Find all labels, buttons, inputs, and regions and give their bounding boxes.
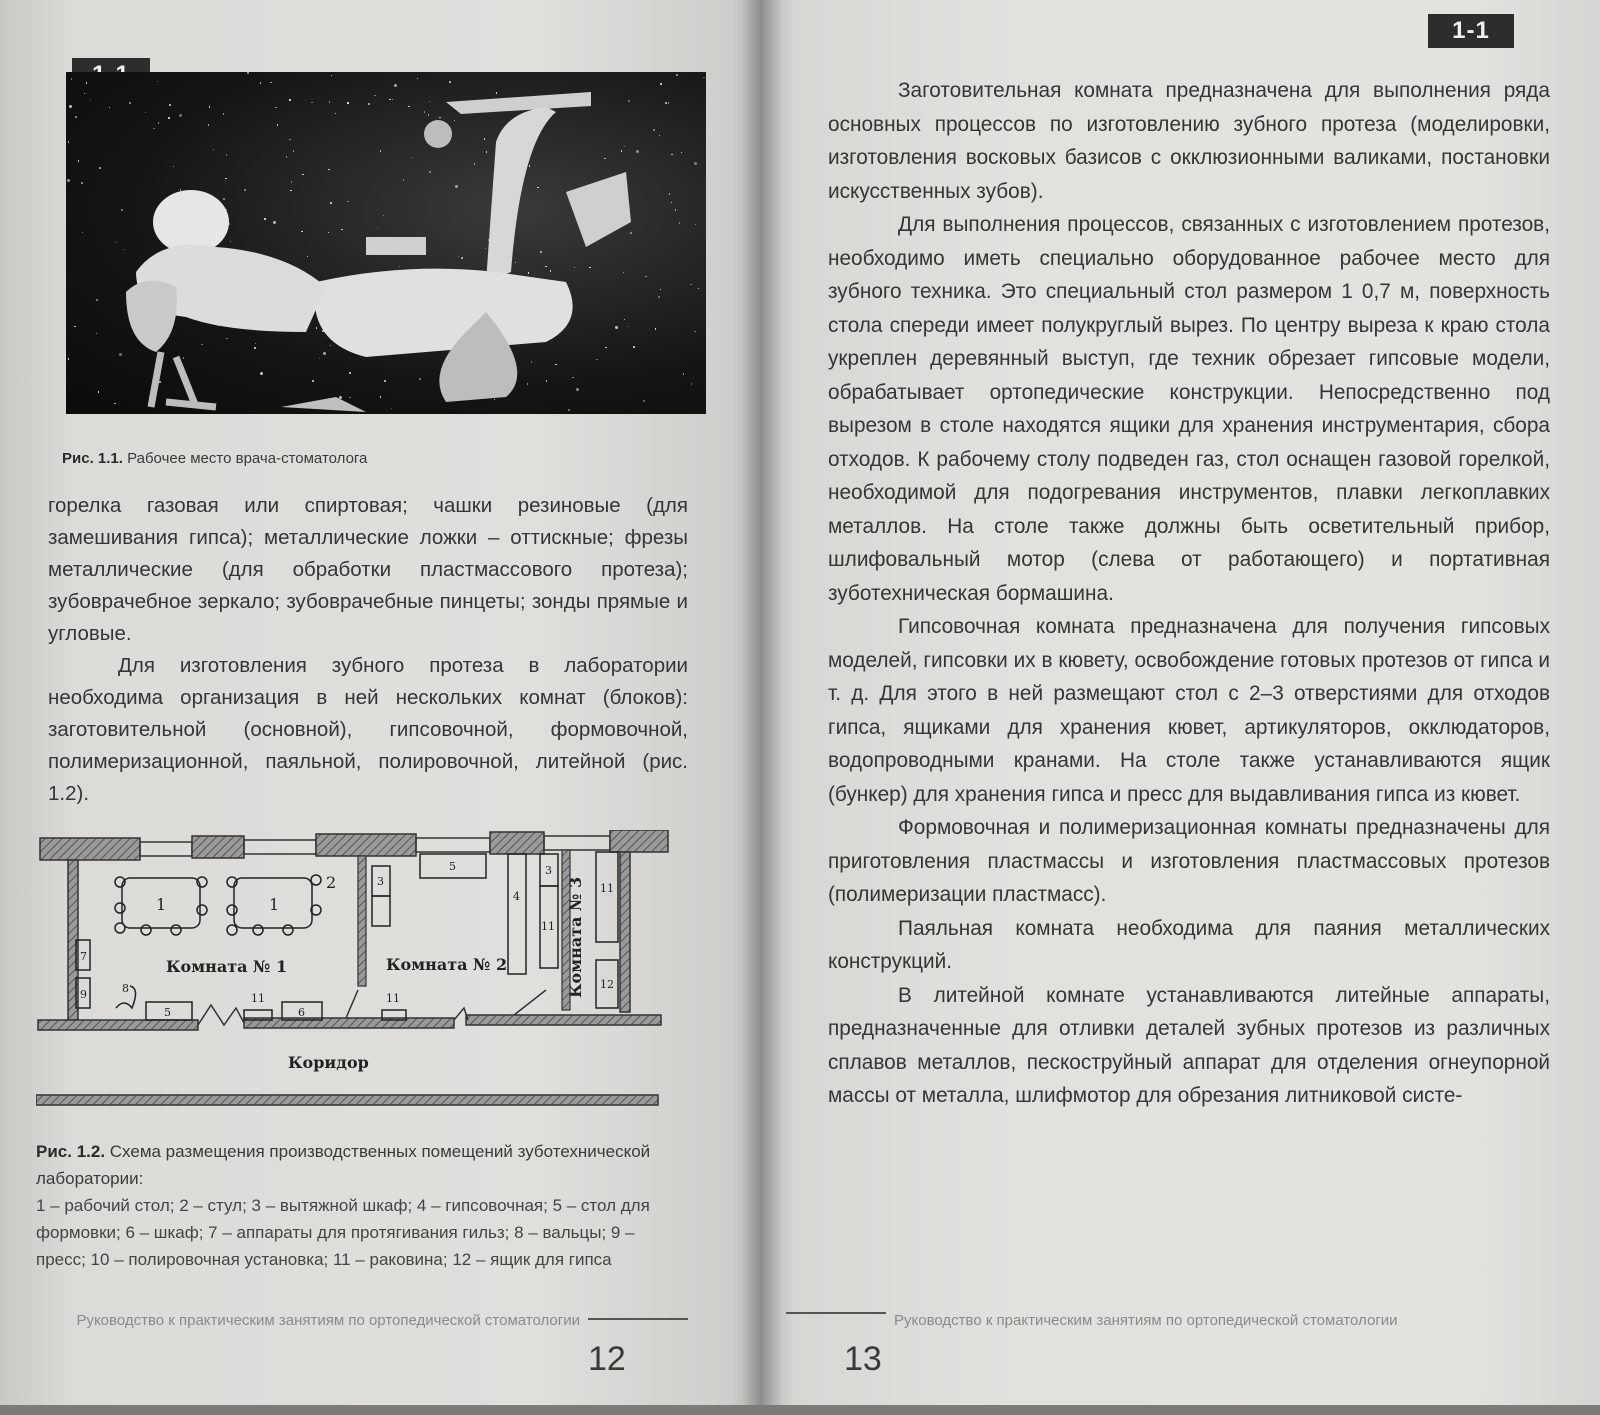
figure-2-caption [36, 1138, 676, 1273]
plan-number: 12 [600, 978, 614, 991]
plan-number: 2 [326, 873, 337, 892]
room-3-label: Комната № 3 [566, 876, 585, 998]
plan-number: 1 [156, 895, 167, 914]
plan-number: 7 [80, 950, 87, 963]
room-1-label: Комната № 1 [166, 957, 288, 976]
dental-workplace-photo [66, 72, 706, 414]
figure-2-title: Схема размещения производственных помещений зуботехнической лаборатории: [36, 1142, 651, 1188]
left-footer-rule [588, 1318, 688, 1320]
plan-number: 3 [377, 875, 384, 888]
right-page-number: 13 [844, 1340, 882, 1378]
figure-2-label: Рис. 1.2. [36, 1142, 106, 1161]
plan-number: 4 [513, 890, 520, 903]
plan-number: 11 [251, 992, 265, 1005]
left-footer: Руководство к практическим занятиям по ортопедической стоматологии [76, 1312, 580, 1329]
left-paragraph-1: горелка газовая или спиртовая; чашки резиновые (для замешивания гипса); металлические ложки – оттискные; фрезы металлические (для обработки пластмассового протеза); зубоврачебное зеркало; зубоврачебные пинцеты; зонды прямые и угловые. [48, 494, 688, 645]
book-gutter [742, 0, 782, 1405]
figure-1-caption [62, 450, 582, 467]
plan-number: 3 [545, 864, 552, 877]
figure-2-legend: 1 – рабочий стол; 2 – стул; 3 – вытяжной шкаф; 4 – гипсовочная; 5 – стол для формовки; 6 – шкаф; 7 – аппараты для протягивания гильз; 8 – вальцы; 9 – пресс; 10 – полировочная установка; 11 – раковина; 12 – ящик для гипса [36, 1196, 650, 1269]
right-paragraph-3: Гипсовочная комната предназначена для получения гипсовых моделей, гипсовки их в кювету, освобождение готовых протезов от гипса и т. д. Для этого в ней размещают стол с 2–3 отверстиями для отходов гипса, ящиками для хранения кювет, артикуляторов, окклюдаторов, водопроводными кранами. На столе также устанавливаются ящик (бункер) для хранения гипса и пресс для выдавливания гипса из кювет. [828, 615, 1550, 806]
left-page [0, 0, 762, 1405]
plan-number: 11 [386, 992, 400, 1005]
right-paragraph-2: Для выполнения процессов, связанных с изготовлением протезов, необходимо иметь специально оборудованное рабочее место для зубного техника. Это специальный стол размером 1 0,7 м, поверхность стола спереди имеет полукруглый вырез. По центру выреза к краю стола укреплен деревянный выступ, где техник обрезает гипсовые модели, обрабатывает ортопедические конструкции. Непосредственно под вырезом в столе находятся ящики для хранения инструментария, сбора отходов. К рабочему столу подведен газ, стол оснащен газовой горелкой, необходимой для подогревания инструментов, плавки легкоплавких металлов. На столе также должны быть осветительный прибор, шлифовальный мотор (слева от работающего) и портативная зуботехническая бормашина. [828, 213, 1550, 605]
right-paragraph-4: Формовочная и полимеризационная комнаты предназначены для приготовления пластмассы и изготовления пластмассовых протезов (полимеризации пластмасс). [828, 816, 1550, 906]
left-body-text [48, 490, 688, 810]
plan-number: 9 [80, 988, 87, 1001]
corridor-label: Коридор [288, 1053, 369, 1072]
figure-1-text: Рабочее место врача-стоматолога [127, 450, 368, 467]
right-paragraph-5: Паяльная комната необходима для паяния металлических конструкций. [828, 916, 1550, 973]
plan-number: 11 [541, 920, 555, 933]
right-body-text [828, 74, 1550, 1113]
plan-number: 11 [600, 882, 614, 895]
section-tab: 1-1 [1428, 14, 1514, 48]
plan-number: 8 [122, 982, 129, 995]
room-2-label: Комната № 2 [386, 955, 508, 974]
lab-floor-plan [36, 830, 686, 1130]
plan-number: 5 [164, 1006, 171, 1019]
right-page [762, 0, 1600, 1405]
right-footer-rule [786, 1312, 886, 1314]
plan-number: 1 [269, 895, 280, 914]
right-paragraph-1: Заготовительная комната предназначена для выполнения ряда основных процессов по изготовлению зубного протеза (моделировки, изготовления восковых базисов с окклюзионными валиками, постановки искусственных зубов). [828, 79, 1550, 203]
left-page-number: 12 [588, 1340, 626, 1378]
left-paragraph-2: Для изготовления зубного протеза в лаборатории необходима организация в ней нескольких комнат (блоков): заготовительной (основной), гипсовочной, формовочной, полимеризационной, паяльной, полировочной, литейной (рис. 1.2). [48, 654, 688, 805]
plan-number: 5 [449, 860, 456, 873]
figure-1-label: Рис. 1.1. [62, 450, 123, 467]
right-paragraph-6: В литейной комнате устанавливаются литейные аппараты, предназначенные для отливки деталей зубных протезов из различных сплавов металлов, пескоструйный аппарат для отделения огнеупорной массы от металла, шлифмотор для обрезания литниковой систе- [828, 983, 1550, 1107]
right-footer: Руководство к практическим занятиям по ортопедической стоматологии [894, 1312, 1398, 1329]
plan-number: 6 [298, 1006, 305, 1019]
